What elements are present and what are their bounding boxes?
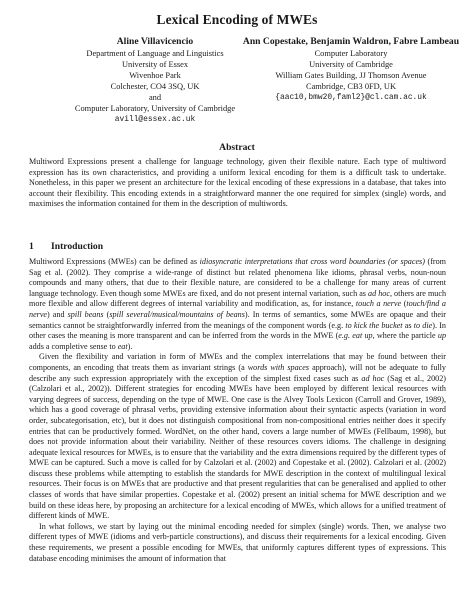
affiliation-line: Cambridge, CB3 0FD, UK <box>305 82 397 91</box>
section-number: 1 <box>29 241 34 252</box>
affiliation-line: Computer Laboratory, University of Cambridge <box>74 104 236 113</box>
affiliation-line: Colchester, CO4 3SQ, UK <box>110 82 200 91</box>
paragraph <box>29 257 446 352</box>
italic-run: spill beans <box>67 309 104 319</box>
text-run: as <box>402 320 414 330</box>
paragraph: In what follows, we start by laying out the minimal encoding needed for simplex (single) words. Then, we analyse two different types of MWE (idioms and verb-particle constructions), and discuss their requirements for a lexical encoding. Given these requirements, we present a possible encoding for MWEs, that uniformly captures different types of expressions. This database encoding minimises the amount of information that <box>29 521 446 563</box>
text-run: Given the flexibility and variation in form of MWEs and the complex interrelations that may be found between their components, an encoding that treats them as invariant strings (a <box>29 352 446 372</box>
introduction-body <box>29 257 446 564</box>
affiliation-line: Computer Laboratory <box>314 49 388 58</box>
italic-run: to kick the bucket <box>345 320 403 330</box>
author-block-right <box>240 36 462 103</box>
author-names: Ann Copestake, Benjamin Waldron, Fabre Lambeau <box>242 36 460 47</box>
italic-run: to die <box>413 320 433 330</box>
affiliation-line: and <box>148 93 162 102</box>
text-run: ). In other cases the meaning is more transparent and can be inferred from the words in the MWE ( <box>29 320 446 341</box>
text-run: ( <box>401 299 407 309</box>
paper-title: Lexical Encoding of MWEs <box>156 12 318 27</box>
italic-run: spill several/musical/mountains of beans <box>109 309 245 319</box>
section-title: Introduction <box>51 241 104 252</box>
italic-run: e.g. eat up <box>338 331 373 341</box>
italic-run: idiosyncratic interpretations that cross word boundaries (or spaces) <box>199 257 425 266</box>
text-run: ) and <box>47 309 68 319</box>
italic-run: touch a nerve <box>355 299 402 309</box>
italic-run: words with spaces <box>247 362 310 372</box>
italic-run: touch/find a nerve <box>29 299 446 319</box>
text-run: ). <box>127 341 133 351</box>
text-run: ). In terms of semantics, some MWEs are opaque and their semantics cannot be straightforwardly inferred from the meanings of the component words (e.g. <box>29 309 447 330</box>
author-block-left <box>60 36 250 125</box>
text-run: , where the particle <box>372 331 438 341</box>
author-name: Aline Villavicencio <box>116 36 194 47</box>
abstract-paragraph: Multiword Expressions present a challenge for language technology, given their flexible nature. Each type of multiword expression has its own characteristics, and providing a uniform lexical encoding for them is a difficult task to undertake. Nonetheless, in this paper we present an architecture for the lexical encoding of these expressions in a database, that takes into account their flexibility. This encoding extends in a straightforward manner the one required for simplex (single) words, and maximises the information contained for them in the description of multiwords. <box>29 157 446 209</box>
affiliation-line: William Gates Building, JJ Thomson Avenue <box>275 71 427 80</box>
paragraph <box>29 352 446 522</box>
affiliation-line: University of Cambridge <box>309 60 393 69</box>
abstract-body <box>29 157 446 210</box>
text-run: , others are much more flexible and allow different degrees of internal variability and modification, as, for instance, <box>29 288 447 309</box>
text-run: ( <box>103 309 110 319</box>
affiliation-line: Department of Language and Linguistics <box>86 49 224 58</box>
italic-run: up <box>437 331 446 341</box>
italic-run: ad hoc <box>368 288 390 298</box>
abstract-heading: Abstract <box>219 142 255 153</box>
affiliation-line: Wivenhoe Park <box>129 71 181 80</box>
text-run: Multiword Expressions (MWEs) can be defined as <box>29 257 200 266</box>
section-heading <box>29 241 446 252</box>
affiliation-line: University of Essex <box>121 60 189 69</box>
text-run: (from Sag et al. (2002). They comprise a wide-range of distinct but related phenomena like idioms, phrasal verbs, noun-noun compounds and many others, that due to their flexible nature, are considered to be a challenge for many areas of current language technology. Even though some MWEs are fixed, and do not present internal variation, such as <box>29 257 447 298</box>
italic-run: ad hoc <box>361 373 385 383</box>
author-email: avill@essex.ac.uk <box>114 115 196 124</box>
italic-run: eat <box>117 341 128 351</box>
text-run: (Sag et al., 2002) (Calzolari et al., 2002)). Different strategies for encoding MWEs have been employed by different lexical resources with varying degrees of success, depending on the type of MWE. One case is the Alvey Tools Lexicon (Carroll and Grover, 1989), which has a good coverage of phrasal verbs, providing extensive information about their syntactic aspects (variation in word order, subcategorisation, etc), but it does not distinguish compositional from non-compositional entries neither does it specify entries that can be productively formed. WordNet, on the other hand, covers a large number of MWEs (Fellbaum, 1998), but does not provide information about their variability. Neither of these resources covers idioms. The challenge in designing adequate lexical resources for MWEs, is to ensure that the variability and the extra dimensions required by the different types of MWE can be captured. Such a move is called for by Calzolari et al. (2002) and Copestake et al. (2002). Calzolari et al. (2002) discuss these problems while attempting to establish the standards for MWE description in the context of multilingual lexical resources. Their focus is on MWEs that are productive and that present regularities that can be generalised and applied to other classes of words that have similar properties. Copestake et al. (2002) present an initial schema for MWE description and we build on these ideas here, by proposing an architecture for a lexical encoding of MWEs, which allows for a unified treatment of different kinds of MWE. <box>29 373 447 521</box>
text-run: approach), will not be adequate to fully describe any such expression appropriately with the exception of the simplest fixed cases such as <box>29 362 446 383</box>
text-run: adds a completive sense to <box>29 341 118 351</box>
author-email: {aac10,bmw20,faml2}@cl.cam.ac.uk <box>275 93 427 102</box>
